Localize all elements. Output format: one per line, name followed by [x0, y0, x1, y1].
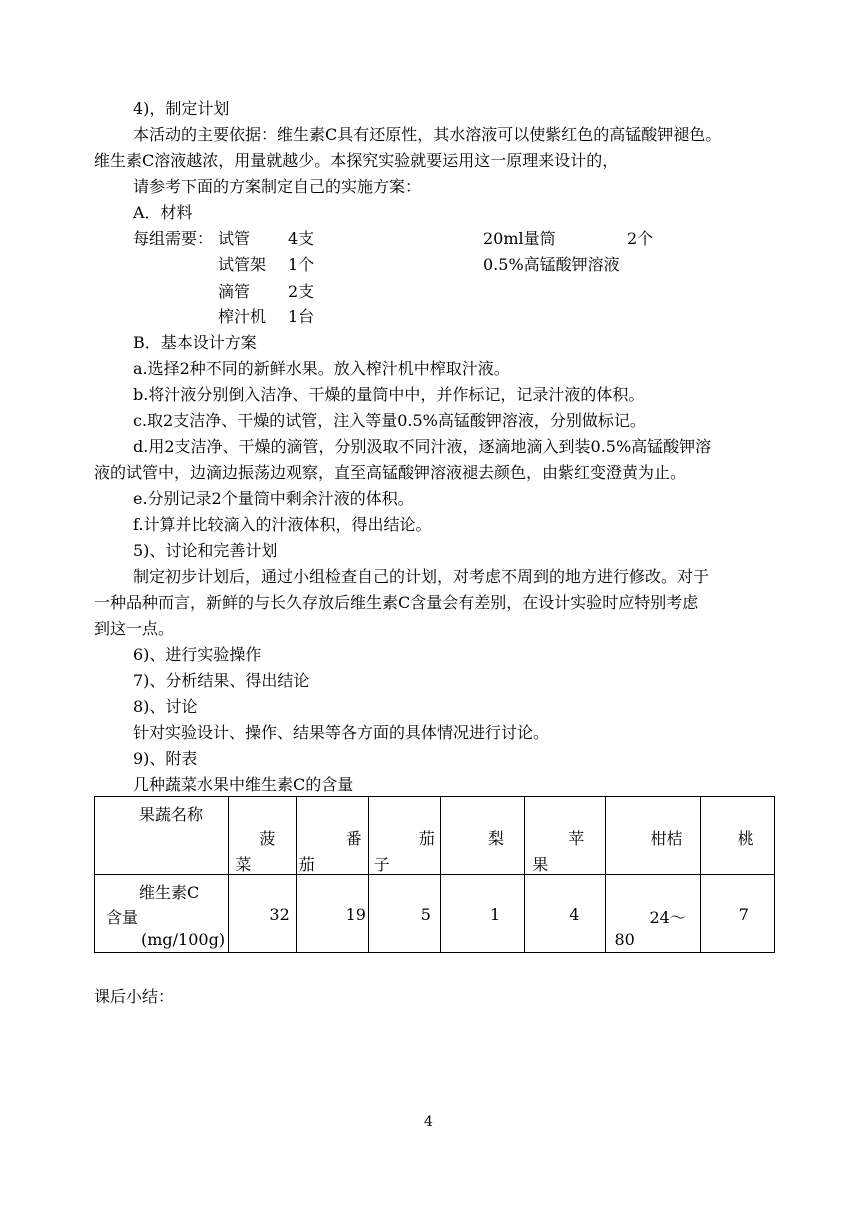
step-d-cont: 液的试管中，边滴边振荡边观察，直至高锰酸钾溶液褪去颜色，由紫红变澄黄为止。 — [94, 463, 687, 482]
section-8-heading: 8)、讨论 — [133, 697, 198, 716]
section-6-heading: 6)、进行实验操作 — [133, 645, 262, 664]
materials-prefix: 每组需要： — [133, 229, 214, 248]
paragraph-line: 针对实验设计、操作、结果等各方面的具体情况进行讨论。 — [133, 723, 550, 742]
col-header-top: 柑桔 — [650, 829, 683, 848]
vitamin-c-table — [94, 796, 775, 953]
table-cell — [525, 875, 606, 953]
col-header-top: 番 — [345, 829, 362, 848]
cell-value: 1 — [489, 905, 501, 924]
col-header-top: 梨 — [487, 829, 504, 848]
table-col-header — [229, 797, 296, 875]
step-e: e.分别记录2个量筒中剩余汁液的体积。 — [133, 489, 414, 508]
col-header-bot: 果 — [532, 855, 549, 874]
material-item: 试管架 — [218, 255, 267, 274]
paragraph-line: 维生素C溶液越浓，用量就越少。本探究实验就要运用这一原理来设计的， — [94, 151, 619, 170]
step-b: b.将汁液分别倒入洁净、干燥的量筒中中，并作标记，记录汁液的体积。 — [133, 385, 645, 404]
material-qty: 4支 — [288, 229, 315, 248]
section-5-heading: 5)、讨论和完善计划 — [133, 541, 278, 560]
table-col-header — [525, 797, 606, 875]
design-heading: B．基本设计方案 — [133, 333, 257, 352]
material-item: 榨汁机 — [218, 307, 267, 326]
step-c: c.取2支洁净、干燥的试管，注入等量0.5%高锰酸钾溶液，分别做标记。 — [133, 411, 646, 430]
table-col-header — [700, 797, 774, 875]
col-header-bot: 茄 — [298, 855, 315, 874]
table-cell — [296, 875, 368, 953]
material-qty: 2个 — [627, 229, 654, 248]
table-cell — [700, 875, 774, 953]
step-a: a.选择2种不同的新鲜水果。放入榨汁机中榨取汁液。 — [133, 359, 510, 378]
step-f: f.计算并比较滴入的汁液体积，得出结论。 — [133, 515, 432, 534]
table-row — [95, 875, 775, 953]
material-item: 滴管 — [218, 282, 251, 301]
row-label-b: 含量 — [106, 908, 139, 927]
table-col-header — [296, 797, 368, 875]
col-header-top: 苹 — [568, 829, 585, 848]
cell-value: 24～ — [649, 908, 686, 927]
page-number: 4 — [424, 1114, 433, 1130]
cell-value: 7 — [738, 905, 749, 924]
col-header-top: 菠 — [259, 829, 276, 848]
paragraph-line: 本活动的主要依据：维生素C具有还原性，其水溶液可以使紫红色的高锰酸钾褪色。 — [133, 125, 722, 144]
cell-value: 32 — [269, 905, 290, 924]
paragraph-line: 一种品种而言，新鲜的与长久存放后维生素C含量会有差别，在设计实验时应特别考虑 — [94, 593, 699, 612]
table-header-row — [95, 797, 775, 875]
paragraph-line: 制定初步计划后，通过小组检查自己的计划，对考虑不周到的地方进行修改。对于 — [133, 567, 710, 586]
material-qty: 1个 — [288, 255, 315, 274]
cell-value-cont: 80 — [614, 930, 635, 949]
section-9-heading: 9)、附表 — [133, 749, 198, 768]
step-d: d.用2支洁净、干燥的滴管，分别汲取不同汁液，逐滴地滴入到装0.5%高锰酸钾溶 — [133, 437, 712, 456]
row-label-a: 维生素C — [139, 883, 200, 902]
table-header-cell — [95, 797, 229, 875]
col-header-top: 桃 — [737, 829, 754, 848]
col-header-bot: 菜 — [235, 855, 252, 874]
row-label-c: (mg/100g) — [141, 930, 226, 949]
material-qty: 1台 — [288, 307, 315, 326]
paragraph-line: 请参考下面的方案制定自己的实施方案： — [133, 177, 422, 196]
material-item: 试管 — [218, 229, 251, 248]
material-item: 20ml量筒 — [483, 229, 556, 248]
table-caption: 几种蔬菜水果中维生素C的含量 — [133, 775, 354, 794]
col-header-top: 茄 — [418, 829, 435, 848]
cell-value: 19 — [345, 905, 366, 924]
material-qty: 2支 — [288, 282, 315, 301]
table-col-header — [606, 797, 700, 875]
table-cell — [440, 875, 524, 953]
summary-label: 课后小结： — [94, 987, 175, 1006]
table-col-header — [368, 797, 440, 875]
table-col-header — [440, 797, 524, 875]
section-4-heading: 4)，制定计划 — [133, 99, 230, 118]
table-header-label: 果蔬名称 — [139, 805, 204, 824]
paragraph-line: 到这一点。 — [94, 619, 175, 638]
table-cell — [368, 875, 440, 953]
col-header-bot: 子 — [373, 855, 390, 874]
materials-heading: A．材料 — [133, 203, 193, 222]
table-row-label — [95, 875, 229, 953]
table-cell — [229, 875, 296, 953]
table-cell — [606, 875, 700, 953]
cell-value: 5 — [420, 905, 431, 924]
cell-value: 4 — [569, 905, 580, 924]
section-7-heading: 7)、分析结果、得出结论 — [133, 671, 310, 690]
material-item: 0.5%高锰酸钾溶液 — [483, 255, 620, 274]
